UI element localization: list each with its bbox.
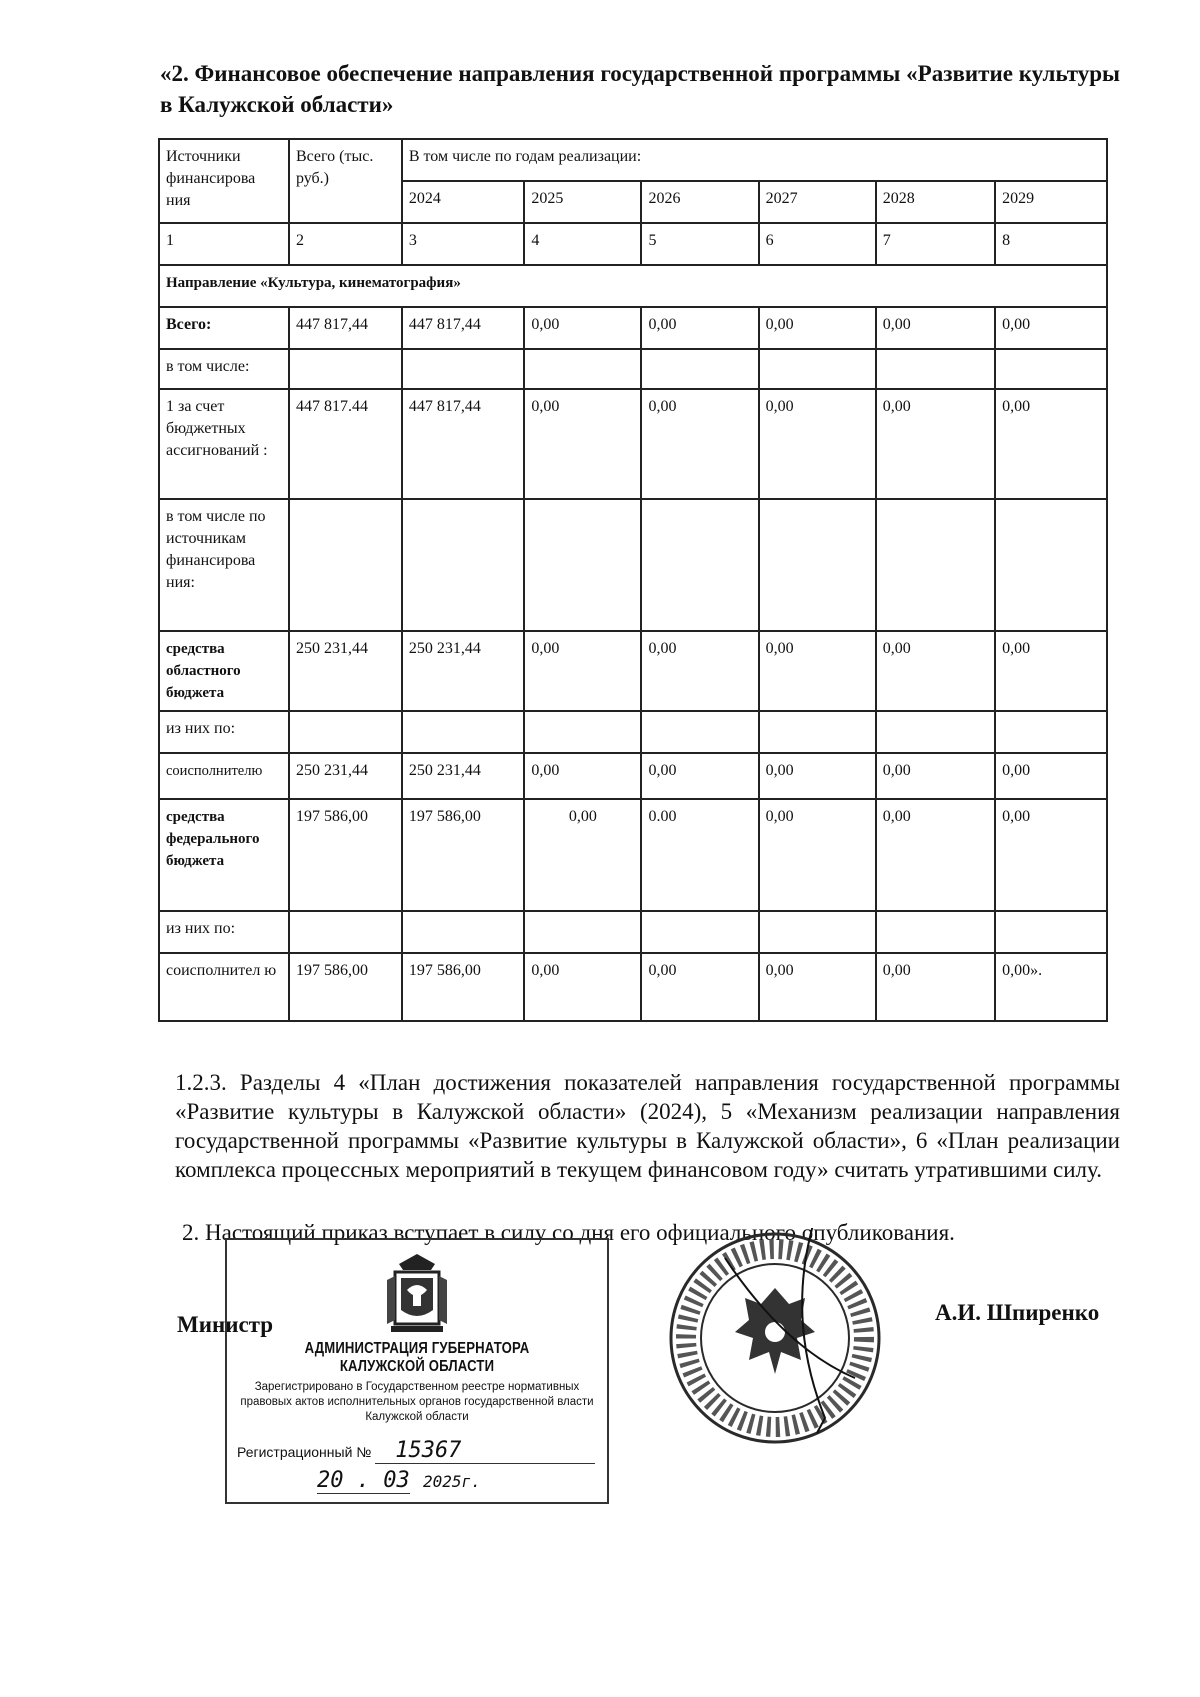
- col-number: 1: [159, 223, 289, 265]
- row-label: Всего:: [159, 307, 289, 349]
- signer-name: А.И. Шпиренко: [935, 1300, 1100, 1325]
- value-cell: 0,00: [641, 307, 758, 349]
- value-cell: 0,00: [759, 953, 876, 1021]
- value-cell: 447 817.44: [289, 389, 402, 499]
- col-number: 2: [289, 223, 402, 265]
- registration-number: 15367: [375, 1438, 595, 1464]
- table-row: [159, 631, 1107, 711]
- section-row: Направление «Культура, кинематография»: [159, 265, 1107, 307]
- value-cell: 0,00: [524, 953, 641, 1021]
- row-label: в том числе:: [159, 349, 289, 389]
- col-number: 3: [402, 223, 524, 265]
- value-cell: 0,00: [876, 307, 995, 349]
- value-cell: 197 586,00: [289, 953, 402, 1021]
- col-number: 5: [641, 223, 758, 265]
- col-number: 8: [995, 223, 1107, 265]
- value-cell: 0,00: [641, 389, 758, 499]
- registration-number-line: [237, 1438, 597, 1464]
- registration-note: Зарегистрировано в Государственном реестре нормативных правовых актов исполнительных органов государственной власти Калужской области: [240, 1381, 594, 1423]
- value-cell: 197 586,00: [402, 799, 524, 911]
- value-cell: 0,00: [641, 631, 758, 711]
- registration-org: АДМИНИСТРАЦИЯ ГУБЕРНАТОРА КАЛУЖСКОЙ ОБЛАСТИ: [304, 1340, 530, 1375]
- table-row: [159, 349, 1107, 389]
- paragraph-2: 2. Настоящий приказ вступает в силу со дня его официального опубликования.: [182, 1220, 955, 1245]
- value-cell: 0,00: [876, 799, 995, 911]
- year-cell: 2025: [524, 181, 641, 223]
- row-label: 1 за счет бюджетных ассигнований :: [159, 389, 289, 499]
- table-row: [159, 499, 1107, 631]
- table-row: [159, 753, 1107, 799]
- table-row: [159, 711, 1107, 753]
- row-label: средства областного бюджета: [159, 631, 289, 711]
- value-cell: 250 231,44: [402, 753, 524, 799]
- row-label: в том числе по источникам финансирова ния:: [159, 499, 289, 631]
- value-cell: 0,00: [759, 389, 876, 499]
- value-cell: 0,00: [995, 307, 1107, 349]
- value-cell: 0,00: [641, 753, 758, 799]
- value-cell: 0,00: [759, 799, 876, 911]
- col-number: 7: [876, 223, 995, 265]
- row-label: средства федерального бюджета: [159, 799, 289, 911]
- value-cell: 197 586,00: [289, 799, 402, 911]
- value-cell: 0,00: [524, 799, 641, 911]
- table-row: [159, 799, 1107, 911]
- value-cell: 0,00: [524, 307, 641, 349]
- registration-date-value: 20 . 03: [317, 1468, 410, 1493]
- value-cell: 250 231,44: [289, 753, 402, 799]
- year-cell: 2024: [402, 181, 524, 223]
- value-cell: 0,00: [759, 631, 876, 711]
- value-cell: 0,00: [524, 389, 641, 499]
- row-label: из них по:: [159, 911, 289, 953]
- coat-of-arms-icon: [377, 1250, 457, 1336]
- col-number: 4: [524, 223, 641, 265]
- row-label: соисполнителю: [159, 753, 289, 799]
- registration-date: [317, 1468, 481, 1494]
- value-cell: 447 817,44: [289, 307, 402, 349]
- value-cell: 0,00: [876, 631, 995, 711]
- header-sources: Источники финансирова ния: [159, 139, 289, 223]
- table-row: [159, 911, 1107, 953]
- value-cell: 0,00: [995, 753, 1107, 799]
- table-row: [159, 307, 1107, 349]
- value-cell: 0,00».: [995, 953, 1107, 1021]
- value-cell: 0,00: [759, 307, 876, 349]
- col-number: 6: [759, 223, 876, 265]
- value-cell: 250 231,44: [402, 631, 524, 711]
- value-cell: 250 231,44: [289, 631, 402, 711]
- value-cell: 0,00: [524, 631, 641, 711]
- year-cell: 2029: [995, 181, 1107, 223]
- registration-number-label: Регистрационный №: [237, 1444, 372, 1460]
- registration-stamp: [225, 1238, 609, 1504]
- value-cell: 447 817,44: [402, 307, 524, 349]
- header-total: Всего (тыс. руб.): [289, 139, 402, 223]
- year-cell: 2027: [759, 181, 876, 223]
- value-cell: 0,00: [876, 953, 995, 1021]
- value-cell: 0,00: [759, 753, 876, 799]
- value-cell: 0,00: [995, 799, 1107, 911]
- value-cell: 0,00: [876, 753, 995, 799]
- value-cell: 0,00: [995, 631, 1107, 711]
- value-cell: 0.00: [641, 799, 758, 911]
- table-row: [159, 953, 1107, 1021]
- paragraph-1-2-3: 1.2.3. Разделы 4 «План достижения показателей направления государственной программы «Развитие культуры в Калужской области» (2024), 5 «Механизм реализации направления государственной программы «Развитие культуры в Калужской области», 6 «План реализации комплекса процессных мероприятий в текущем финансовом году» считать утратившими силу.: [175, 1070, 1120, 1182]
- value-cell: 0,00: [876, 389, 995, 499]
- official-seal-icon: [665, 1228, 885, 1448]
- value-cell: 197 586,00: [402, 953, 524, 1021]
- minister-label: Министр: [177, 1312, 274, 1337]
- header-years: В том числе по годам реализации:: [402, 139, 1107, 181]
- year-cell: 2026: [641, 181, 758, 223]
- value-cell: 0,00: [995, 389, 1107, 499]
- value-cell: 0,00: [524, 753, 641, 799]
- year-cell: 2028: [876, 181, 995, 223]
- row-label: из них по:: [159, 711, 289, 753]
- value-cell: 447 817,44: [402, 389, 524, 499]
- financing-table: [158, 138, 1108, 1022]
- table-row: [159, 389, 1107, 499]
- section-heading: «2. Финансовое обеспечение направления государственной программы «Развитие культуры в Калужской области»: [160, 61, 1120, 117]
- value-cell: 0,00: [641, 953, 758, 1021]
- registration-year: 2025г.: [422, 1472, 481, 1491]
- row-label: соисполнител ю: [159, 953, 289, 1021]
